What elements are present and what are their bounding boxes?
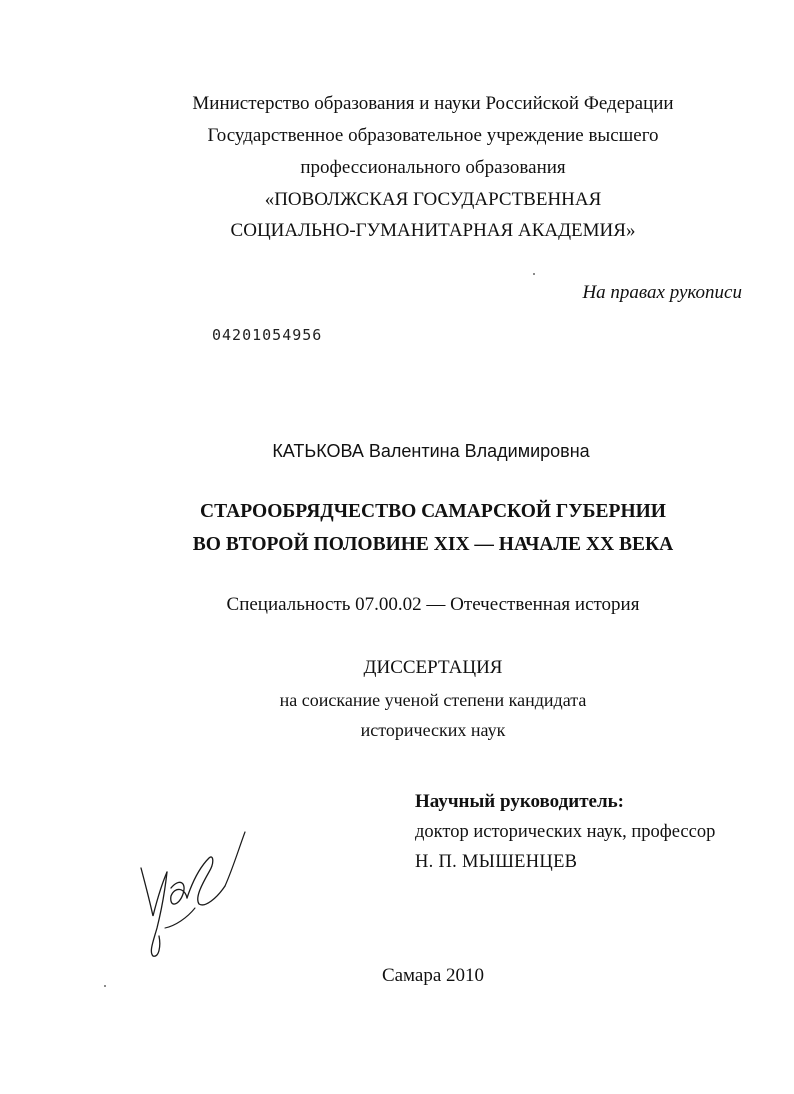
- ministry-line: Министерство образования и науки Российской Федерации: [192, 93, 674, 114]
- advisor-rank: доктор исторических наук, профессор: [415, 822, 716, 842]
- catalog-number: 04201054956: [212, 326, 323, 344]
- advisor-heading: Научный руководитель:: [415, 791, 624, 812]
- specialty-line: Специальность 07.00.02 — Отечественная история: [226, 594, 640, 615]
- manuscript-rights-note: На правах рукописи: [582, 282, 742, 303]
- academy-name-line2: СОЦИАЛЬНО-ГУМАНИТАРНАЯ АКАДЕМИЯ»: [230, 220, 636, 241]
- institution-type-line: Государственное образовательное учреждение высшего: [207, 125, 659, 146]
- handwritten-signature: [135, 828, 255, 966]
- advisor-name: Н. П. МЫШЕНЦЕВ: [415, 852, 578, 872]
- place-and-year: Самара 2010: [381, 965, 485, 986]
- thesis-title-line1: СТАРООБРЯДЧЕСТВО САМАРСКОЙ ГУБЕРНИИ: [200, 501, 666, 522]
- dissertation-label: ДИССЕРТАЦИЯ: [363, 657, 503, 678]
- thesis-title-line2: ВО ВТОРОЙ ПОЛОВИНЕ XIX — НАЧАЛЕ XX ВЕКА: [192, 534, 674, 555]
- degree-line2: исторических наук: [360, 720, 506, 740]
- institution-type-line-cont: профессионального образования: [300, 157, 566, 178]
- author-name: КАТЬКОВА Валентина Владимировна: [272, 441, 590, 461]
- scan-speck: [533, 273, 535, 275]
- academy-name-line1: «ПОВОЛЖСКАЯ ГОСУДАРСТВЕННАЯ: [264, 189, 602, 210]
- degree-line1: на соискание ученой степени кандидата: [279, 690, 587, 710]
